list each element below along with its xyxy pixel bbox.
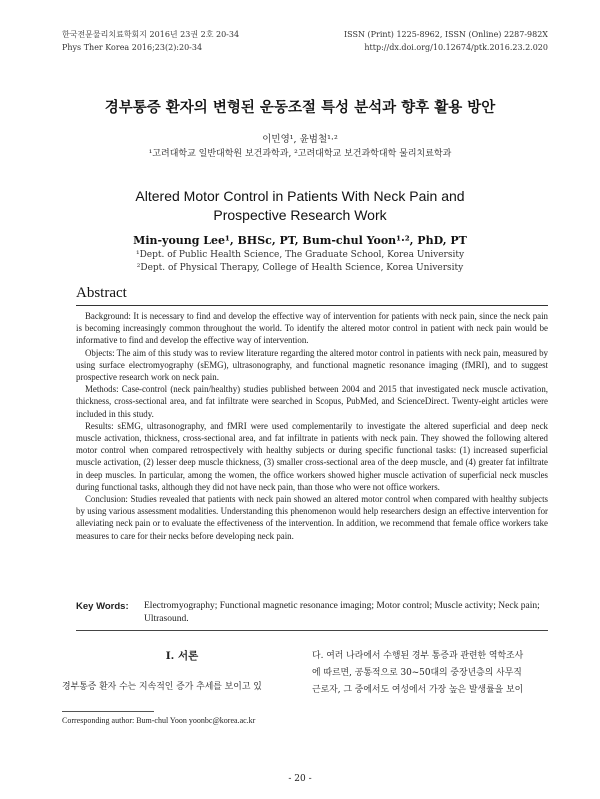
keywords-label: Key Words: (76, 601, 129, 612)
body-column-left (62, 680, 302, 695)
body-text-line: 다. 여러 나라에서 수행된 경부 통증과 관련한 역학조사 (312, 651, 524, 661)
abstract-heading: Abstract (76, 285, 127, 301)
keywords (76, 600, 548, 626)
journal-header-right (344, 28, 548, 54)
keywords-text: Electromyography; Functional magnetic resonance imaging; Motor control; Muscle activity; Neck pain; Ultrasound. (144, 601, 540, 624)
body-text-line: 경부통증 환자 수는 지속적인 증가 추세를 보이고 있 (62, 682, 262, 692)
corresponding-author-footnote: Corresponding author: Bum-chul Yoon yoonbc@korea.ac.kr (62, 716, 256, 725)
korean-affiliations: ¹고려대학교 일반대학원 보건과학과, ²고려대학교 보건과학대학 물리치료학과 (148, 149, 452, 159)
abstract-divider (76, 305, 548, 306)
body-text-line: 근로자, 그 중에서도 여성에서 가장 높은 발생률을 보이 (312, 685, 524, 695)
footnote-divider (62, 711, 154, 712)
issn-line: ISSN (Print) 1225-8962, ISSN (Online) 2287-982X (344, 30, 548, 39)
journal-citation: Phys Ther Korea 2016;23(2):20-34 (62, 43, 203, 52)
abstract-objects: Objects: The aim of this study was to review literature regarding the altered motor control in patients with neck pain, measured by using surface electromyography (sEMG), ultrasonography, and functional magnetic resonance imaging (fMRI), and to suggest prospective research work on neck pain. (76, 347, 548, 383)
english-title-line2: Prospective Research Work (213, 207, 387, 223)
body-text-line: 에 따르면, 공통적으로 30~50대의 중장년층의 사무직 (312, 668, 522, 678)
english-authors: Min-young Lee¹, BHSc, PT, Bum-chul Yoon¹·², PhD, PT (133, 234, 467, 247)
abstract-background: Background: It is necessary to find and develop the effective way of intervention for patients with neck pain, since the neck pain is becoming increasingly common throughout the world. To identify the altered motor control in patient with neck pain would be informative to find and develop the effective way of intervention. (76, 311, 548, 346)
doi-link[interactable]: http://dx.doi.org/10.12674/ptk.2016.23.2.020 (364, 43, 548, 52)
section-title-introduction: Ⅰ. 서론 (165, 650, 199, 662)
korean-title: 경부통증 환자의 변형된 운동조절 특성 분석과 향후 활용 방안 (104, 99, 496, 116)
korean-authors: 이민영¹, 윤범철¹·² (262, 134, 338, 145)
english-affiliation-2: ²Dept. of Physical Therapy, College of Health Science, Korea University (136, 263, 464, 273)
abstract-conclusion: Conclusion: Studies revealed that patients with neck pain showed an altered motor control when compared with healthy subjects by using various assessment modalities. Understanding this phenomenon would help researchers design an effective intervention for alleviating neck pain or to evaluate the effectiveness of the intervention. In addition, we recommend that female office workers take measures to care for their necks before developing neck pain. (76, 494, 548, 541)
journal-name-korean: 한국전문물리치료학회지 2016년 23권 2호 20-34 (62, 30, 240, 39)
abstract-methods: Methods: Case-control (neck pain/healthy) studies published between 2004 and 2015 that investigated neck muscle activation, thickness, cross-sectional area, and fat infiltrate were searched in Scopus, PubMed, and ScienceDirect. Twenty-eight articles were included in this study. (76, 384, 548, 419)
body-column-right (312, 648, 548, 699)
english-affiliation-1: ¹Dept. of Public Health Science, The Graduate School, Korea University (135, 250, 465, 260)
keywords-divider (76, 630, 548, 631)
english-title (0, 187, 600, 225)
page-number: - 20 - (288, 774, 312, 784)
journal-header-left (62, 28, 239, 54)
abstract-results: Results: sEMG, ultrasonography, and fMRI were used complementarily to investigate the altered superficial and deep neck muscle activation, thickness, cross-sectional area, and fat infiltrate in patients with neck pain. They showed the following altered motor control when compared retrospectively with healthy subjects or during specific functional tasks: (1) increased superficial muscle activation, (2) lesser deep muscle thickness, (3) smaller cross-sectional area of the deep muscle, and (4) greater fat infiltrate in deep muscles. In particular, among the women, the office workers showed higher muscle activation of superficial neck muscles during functional tasks, although they did not have neck pain, than those who were not office workers. (76, 420, 548, 492)
abstract-body (76, 310, 548, 542)
english-title-line1: Altered Motor Control in Patients With Neck Pain and (135, 188, 465, 204)
